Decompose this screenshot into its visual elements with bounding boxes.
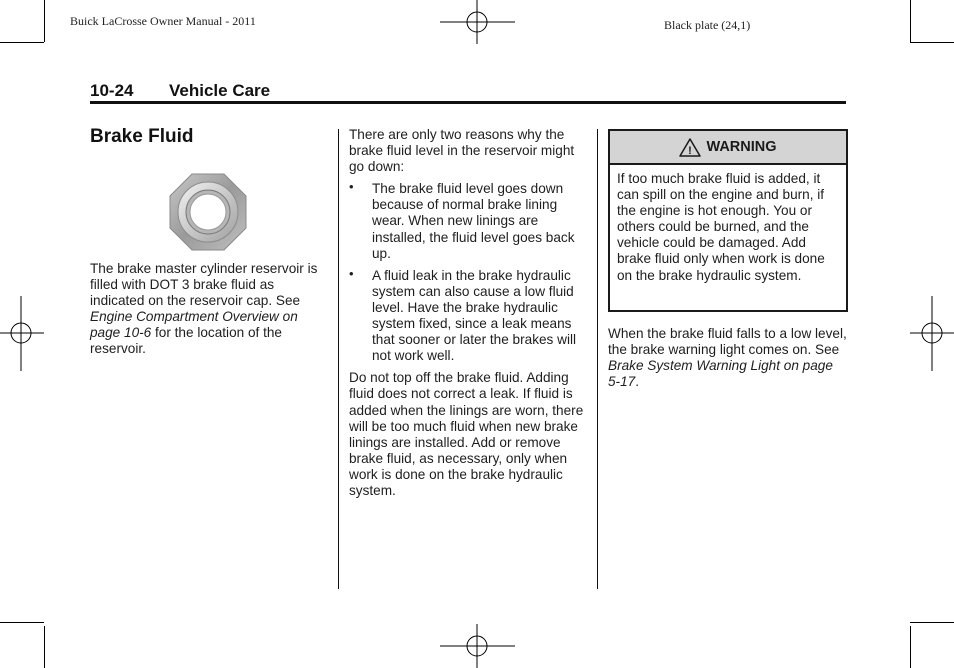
warning-header: [610, 131, 846, 165]
page-title: Brake Fluid: [90, 126, 194, 147]
reservoir-text-end: for the location of the reservoir.: [90, 325, 282, 357]
reservoir-text: The brake master cylinder reservoir is filled with DOT 3 brake fluid as indicated on the reservoir cap. See: [90, 261, 318, 309]
brake-warning-light-link[interactable]: Brake System Warning Light on page 5-17: [608, 358, 833, 390]
plate-info: Black plate (24,1): [664, 18, 751, 32]
column-divider-1: [338, 129, 339, 589]
header-rule: [90, 101, 846, 104]
intro-paragraph: There are only two reasons why the brake fluid level in the reservoir might go down:: [349, 127, 575, 175]
bullet-glyph: •: [349, 179, 354, 195]
bullet-text: The brake fluid level goes down because of normal brake lining wear. When new linings are installed, the fluid level goes back up.: [372, 181, 575, 261]
registration-mark-right: [910, 296, 954, 371]
list-item: [349, 265, 589, 365]
registration-mark-top: [440, 0, 515, 44]
warning-light-text-end: .: [635, 374, 639, 390]
warning-text: If too much brake fluid is added, it can spill on the engine and burn, if the engine is hot enough. You or others could be burned, and the vehicle could be damaged. Add brake fluid only when work is done on the brake hydraulic system.: [617, 171, 825, 283]
column-divider-2: [597, 129, 598, 589]
registration-mark-left: [0, 296, 44, 371]
warning-light-text: When the brake fluid falls to a low level, the brake warning light comes on. See: [608, 326, 847, 358]
bullet-glyph: •: [349, 265, 354, 281]
warning-label: WARNING: [706, 139, 777, 155]
list-item: [349, 181, 589, 261]
reservoir-paragraph: [90, 261, 330, 358]
warning-exclamation: !: [688, 144, 693, 157]
page-number: 10-24: [90, 81, 134, 100]
brake-fluid-cap-icon: [168, 172, 248, 252]
warning-light-paragraph: [608, 326, 848, 390]
manual-title: Buick LaCrosse Owner Manual - 2011: [70, 14, 256, 28]
middle-column: [349, 127, 589, 499]
engine-compartment-link[interactable]: Engine Compartment Overview on page 10-6: [90, 309, 298, 341]
warning-box: [608, 129, 848, 312]
section-title: Vehicle Care: [169, 81, 271, 100]
closing-paragraph: Do not top off the brake fluid. Adding fluid does not correct a leak. If fluid is added when the linings are worn, there will be too much fluid when new brake linings are installed. Add or remove brake fluid, as necessary, only when work is done on the brake hydraulic system.: [349, 370, 584, 498]
left-column: [90, 126, 326, 148]
bullet-text: A fluid leak in the brake hydraulic system can also cause a low fluid level. Have the brake hydraulic system fixed, since a leak means that sooner or later the brakes will not work well.: [372, 267, 577, 364]
warning-triangle-icon: [679, 138, 701, 157]
registration-mark-bottom: [440, 624, 515, 668]
